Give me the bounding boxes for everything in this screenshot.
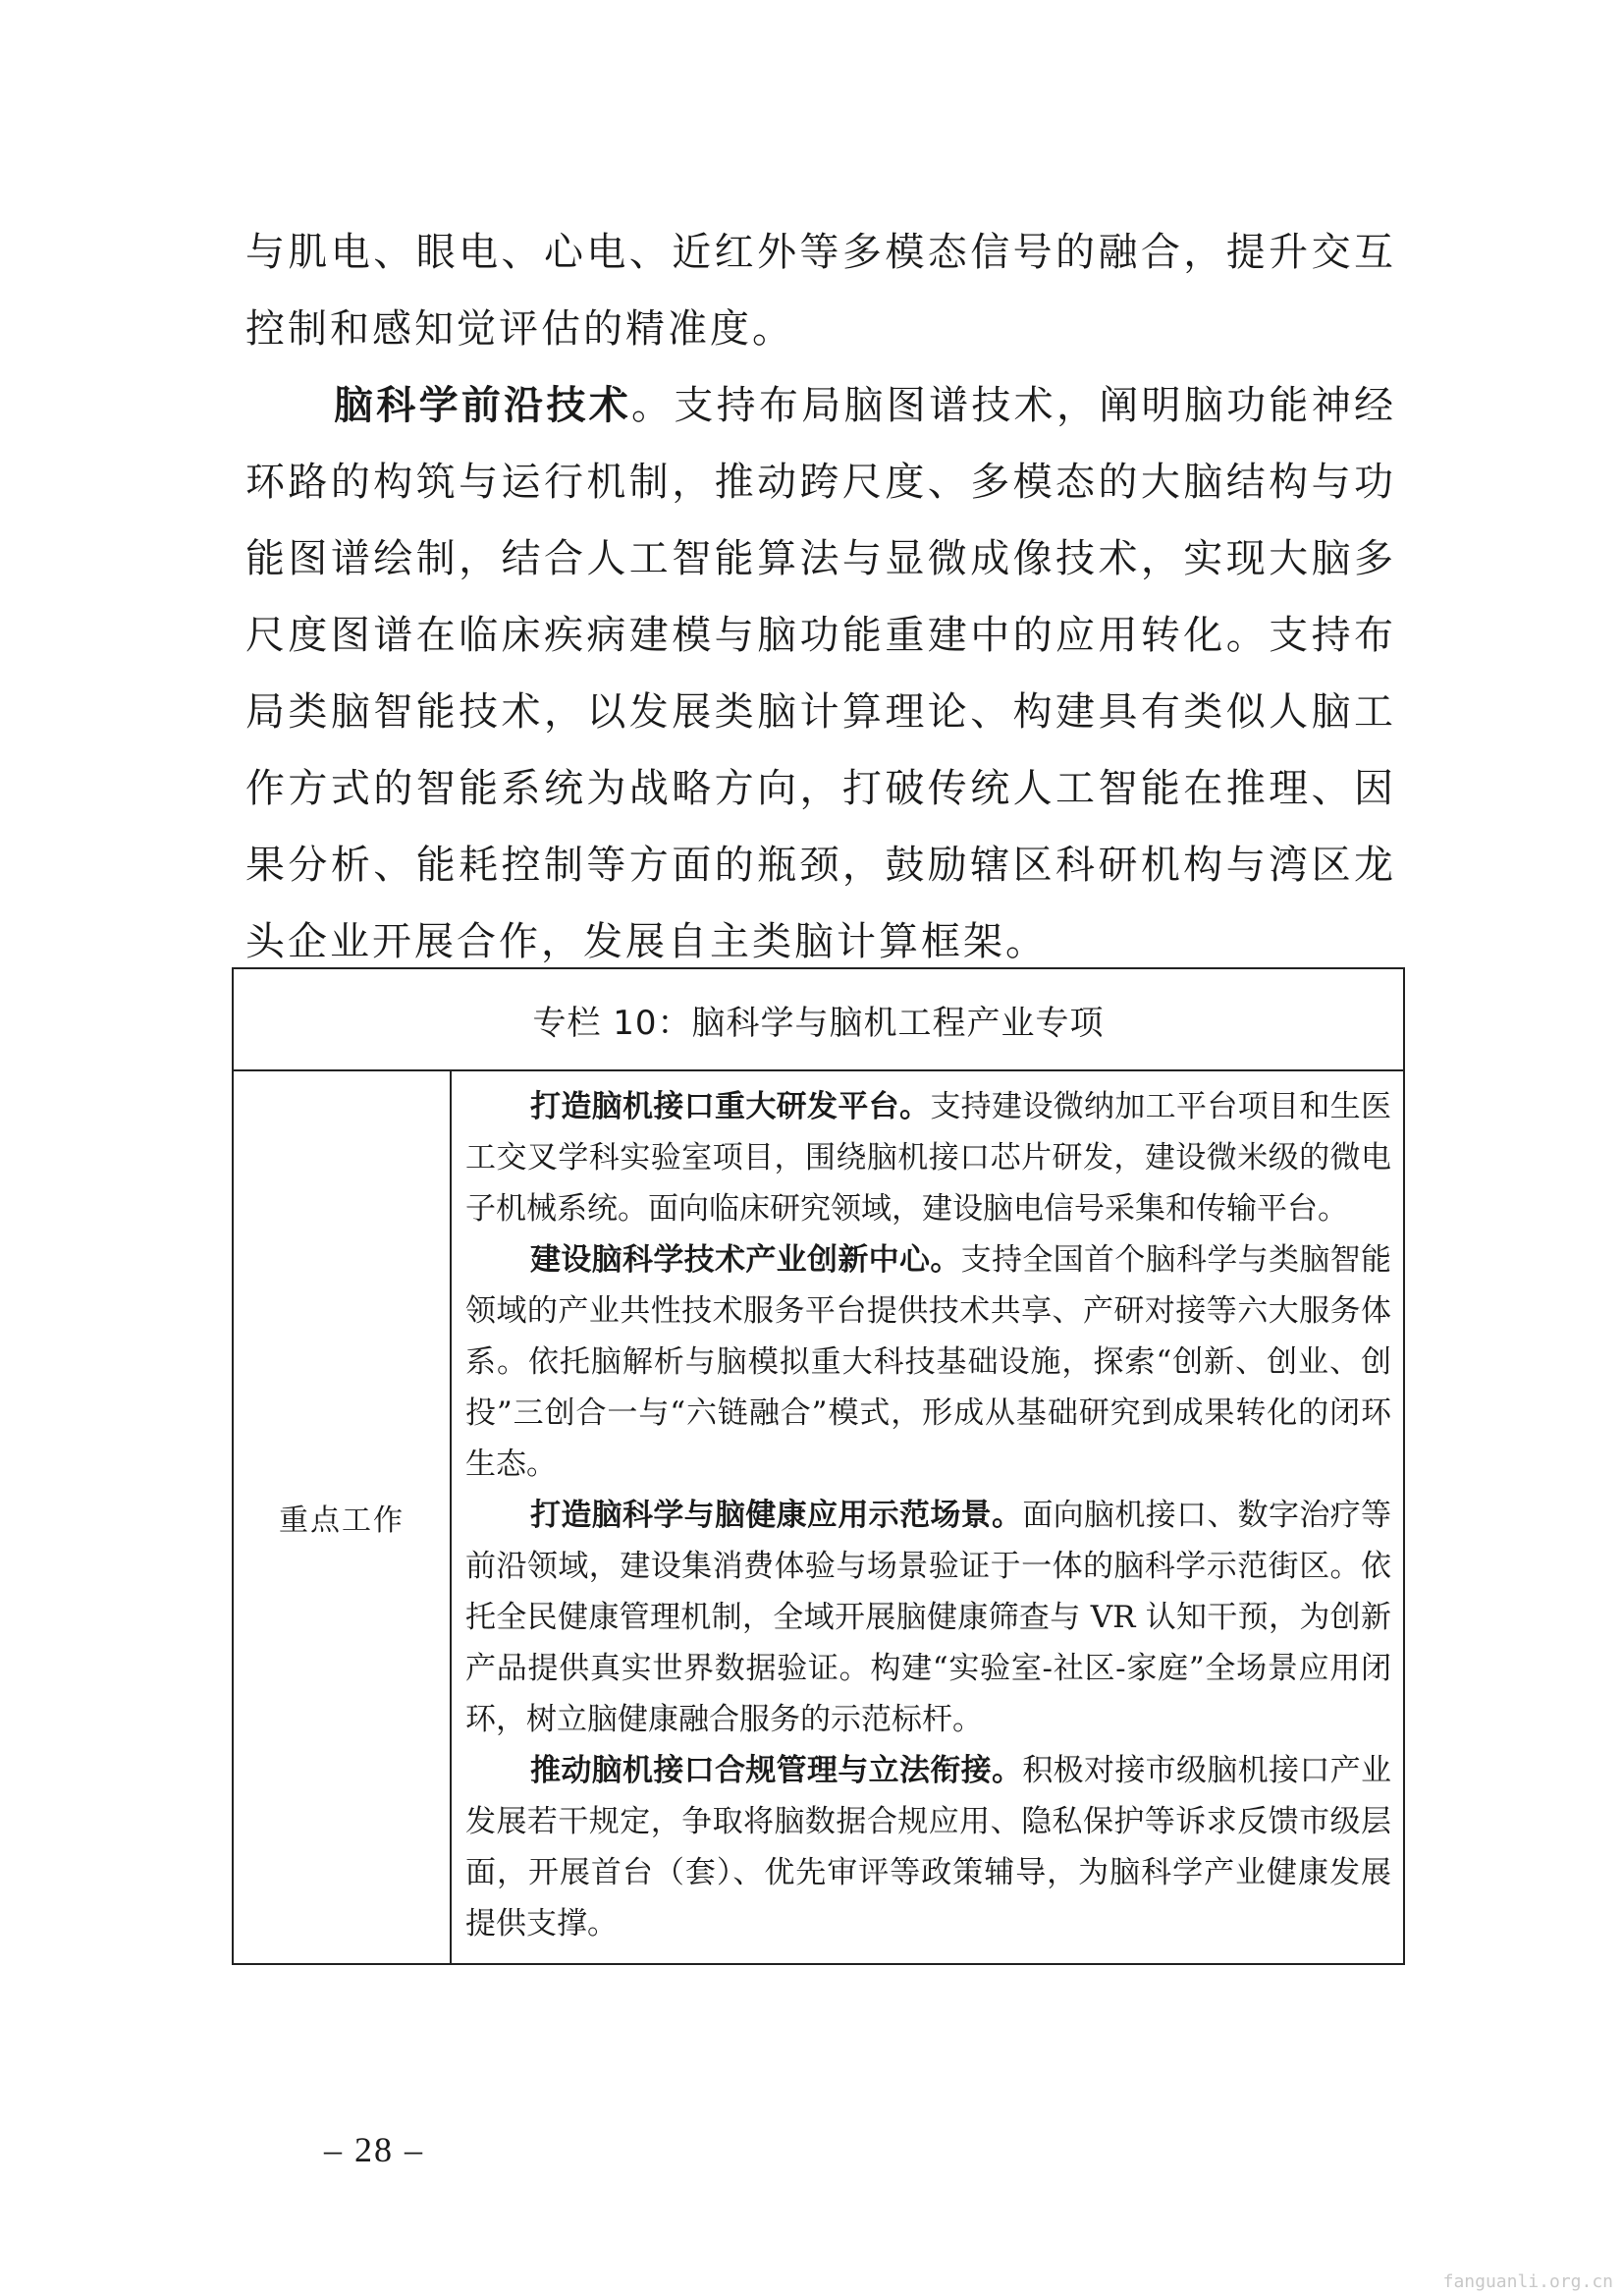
box-title-row (233, 968, 1404, 1070)
paragraph-heading: 脑科学前沿技术 (334, 382, 632, 428)
body-text (245, 214, 1396, 980)
paragraph-brain-science (245, 367, 1396, 980)
paragraph-text: 。支持布局脑图谱技术，阐明脑功能神经环路的构筑与运行机制，推动跨尺度、多模态的大脑结构与功能图谱绘制，结合人工智能算法与显微成像技术，实现大脑多尺度图谱在临床疾病建模与脑功能重建中的应用转化。支持布局类脑智能技术，以发展类脑计算理论、构建具有类似人脑工作方式的智能系统为战略方向，打破传统人工智能在推理、因果分析、能耗控制等方面的瓶颈，鼓励辖区科研机构与湾区龙头企业开展合作，发展自主类脑计算框架。 (245, 383, 1397, 964)
key-work-content (451, 1070, 1404, 1964)
key-work-item-text: 支持建设微纳加工平台项目和生医工交叉学科实验室项目，围绕脑机接口芯片研发，建设微米级的微电子机械系统。面向临床研究领域，建设脑电信号采集和传输平台。 (465, 1089, 1392, 1227)
special-column-box (232, 967, 1405, 1965)
page-number: – 28 – (324, 2130, 424, 2169)
paragraph-continuation: 与肌电、眼电、心电、近红外等多模态信号的融合，提升交互控制和感知觉评估的精准度。 (245, 230, 1396, 352)
key-work-item-heading: 打造脑机接口重大研发平台。 (530, 1089, 931, 1124)
key-work-label: 重点工作 (233, 1070, 451, 1964)
watermark: fanguanli.org.cn (1442, 2271, 1613, 2292)
key-work-item (465, 1745, 1391, 1949)
key-work-item-heading: 推动脑机接口合规管理与立法衔接。 (530, 1753, 1023, 1788)
box-title: 专栏 10：脑科学与脑机工程产业专项 (233, 968, 1404, 1070)
key-work-item-text: 支持全国首个脑科学与类脑智能领域的产业共性技术服务平台提供技术共享、产研对接等六大服务体系。依托脑解析与脑模拟重大科技基础设施，探索“创新、创业、创投”三创合一与“六链融合”模式，形成从基础研究到成果转化的闭环生态。 (465, 1242, 1392, 1482)
key-work-item (465, 1490, 1391, 1745)
key-work-item-text: 面向脑机接口、数字治疗等前沿领域，建设集消费体验与场景验证于一体的脑科学示范街区。依托全民健康管理机制，全域开展脑健康筛查与 VR 认知干预，为创新产品提供真实世界数据验证。构建“实验室-社区-家庭”全场景应用闭环，树立脑健康融合服务的示范标杆。 (465, 1498, 1392, 1737)
box-content-row (233, 1070, 1404, 1964)
key-work-item-heading: 建设脑科学技术产业创新中心。 (530, 1242, 961, 1278)
key-work-item-heading: 打造脑科学与脑健康应用示范场景。 (530, 1498, 1023, 1533)
key-work-item (465, 1081, 1391, 1234)
key-work-item-text: 积极对接市级脑机接口产业发展若干规定，争取将脑数据合规应用、隐私保护等诉求反馈市级层面，开展首台（套）、优先审评等政策辅导，为脑科学产业健康发展提供支撑。 (465, 1753, 1392, 1941)
key-work-item (465, 1234, 1391, 1490)
